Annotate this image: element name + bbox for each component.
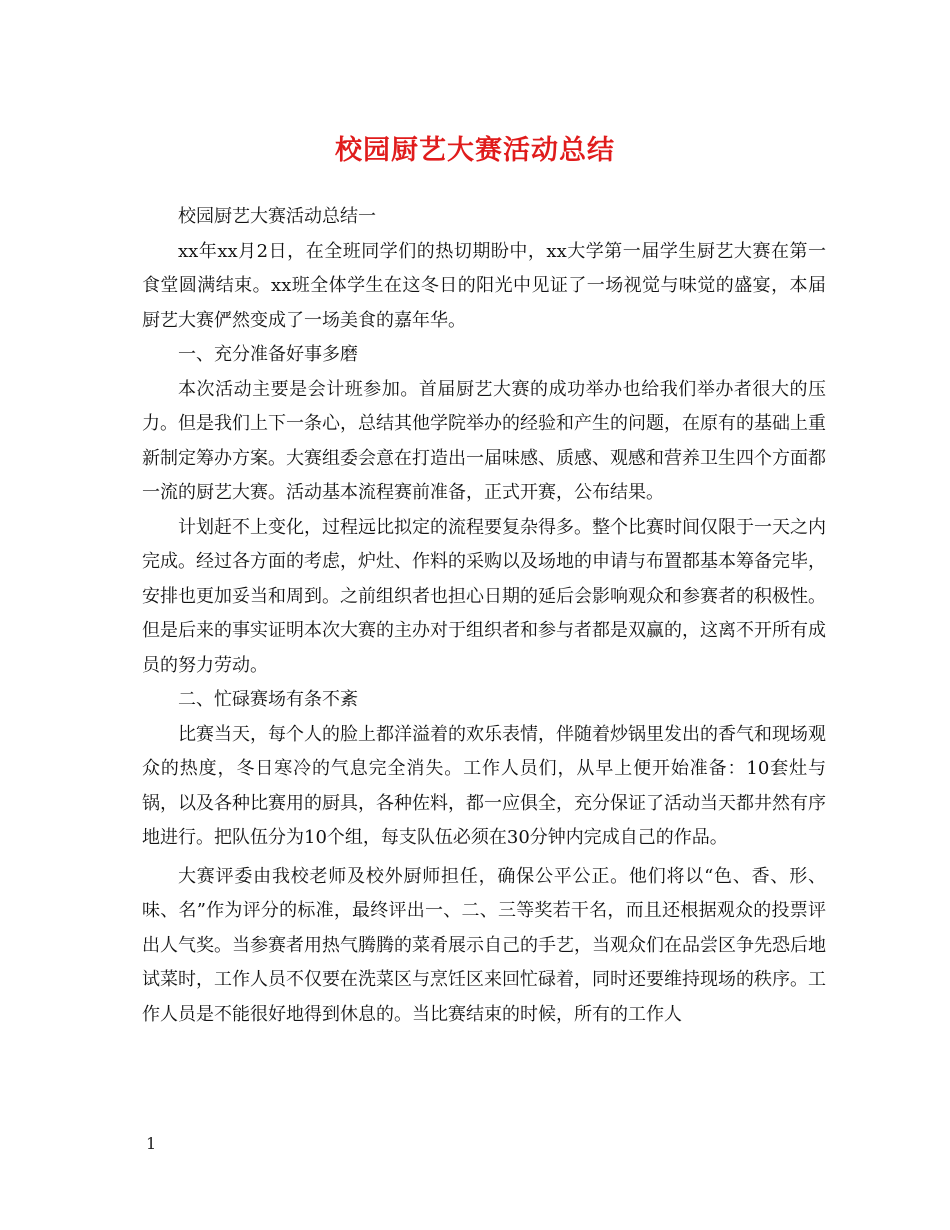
section-heading-2: 二、忙碌赛场有条不紊 bbox=[178, 689, 358, 710]
document-title: 校园厨艺大赛活动总结 bbox=[335, 135, 615, 166]
paragraph-judges: 大赛评委由我校老师及校外厨师担任，确保公平公正。他们将以“色、香、形、味、名”作为评分的标准，最终评出一、二、三等奖若干名，而且还根据观众的投票评出人气奖。当参赛者用热气腾腾的菜肴展示自己的手艺，当观众们在品尝区争先恐后地试菜时，工作人员不仅要在洗菜区与烹饪区来回忙碌着，同时还要维持现场的秩序。工作人员是不能很好地得到休息的。当比赛结束的时候，所有的工作人 bbox=[142, 865, 826, 1025]
paragraph-heading-1: 校园厨艺大赛活动总结一 bbox=[178, 206, 376, 227]
paragraph-intro: xx年xx月2日，在全班同学们的热切期盼中，xx大学第一届学生厨艺大赛在第一食堂圆满结束。xx班全体学生在这冬日的阳光中见证了一场视觉与味觉的盛宴，本届厨艺大赛俨然变成了一场美食的嘉年华。 bbox=[142, 240, 826, 331]
paragraph-planning: 计划赶不上变化，过程远比拟定的流程要复杂得多。整个比赛时间仅限于一天之内完成。经过各方面的考虑，炉灶、作料的采购以及场地的申请与布置都基本筹备完毕，安排也更加妥当和周到。之前组织者也担心日期的延后会影响观众和参赛者的积极性。但是后来的事实证明本次大赛的主办对于组织者和参与者都是双赢的，这离不开所有成员的努力劳动。 bbox=[142, 516, 826, 676]
page-number: 1 bbox=[146, 1134, 157, 1153]
document-body bbox=[142, 200, 826, 1032]
section-heading-1: 一、充分准备好事多磨 bbox=[178, 344, 358, 365]
paragraph-preparation: 本次活动主要是会计班参加。首届厨艺大赛的成功举办也给我们举办者很大的压力。但是我们上下一条心，总结其他学院举办的经验和产生的问题，在原有的基础上重新制定筹办方案。大赛组委会意在打造出一届味感、质感、观感和营养卫生四个方面都一流的厨艺大赛。活动基本流程赛前准备，正式开赛，公布结果。 bbox=[142, 378, 826, 503]
paragraph-competition-day: 比赛当天，每个人的脸上都洋溢着的欢乐表情，伴随着炒锅里发出的香气和现场观众的热度，冬日寒冷的气息完全消失。工作人员们，从早上便开始准备：10套灶与锅，以及各种比赛用的厨具，各种佐料，都一应俱全，充分保证了活动当天都井然有序地进行。把队伍分为10个组，每支队伍必须在30分钟内完成自己的作品。 bbox=[142, 723, 826, 848]
